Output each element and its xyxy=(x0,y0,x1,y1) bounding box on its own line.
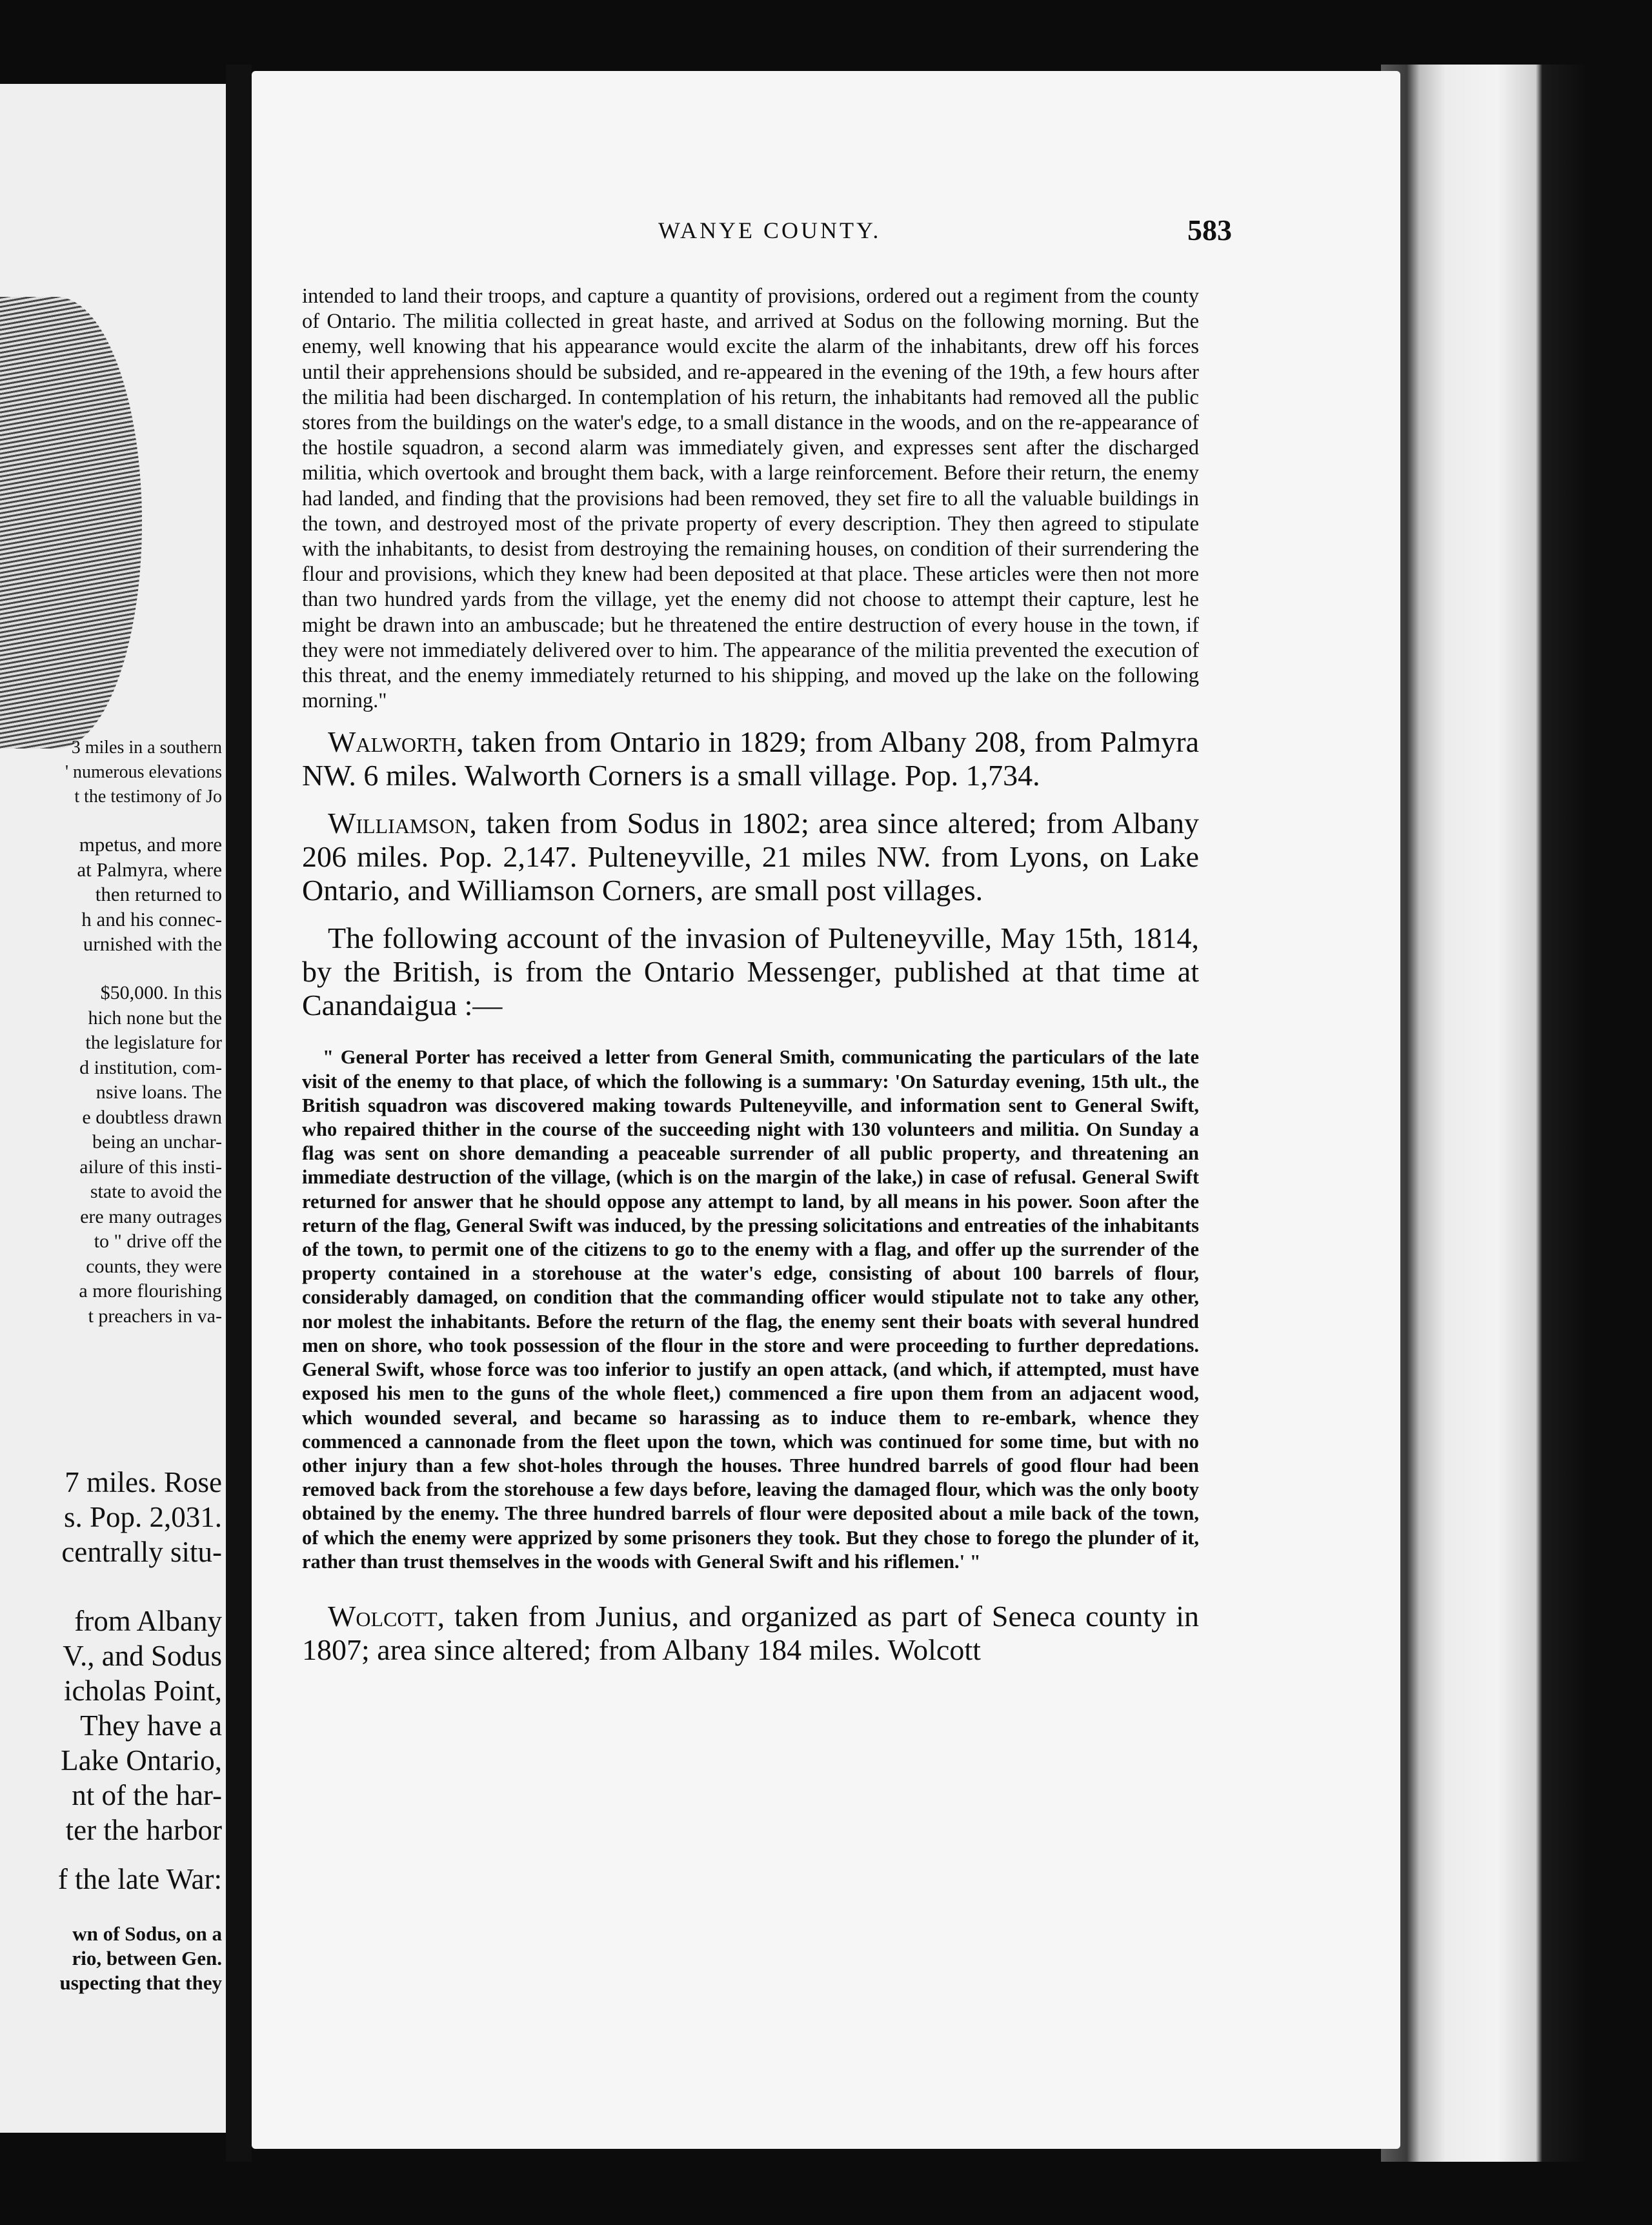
entry-heading: Williamson, xyxy=(328,807,477,840)
left-line: at Palmyra, where xyxy=(77,858,222,881)
invasion-intro: The following account of the invasion of Pulteneyville, May 15th, 1814, by the British, is from the Ontario Messenger, published at that time at Canandaigua :— xyxy=(302,921,1199,1022)
left-line: wn of Sodus, on a xyxy=(72,1922,222,1945)
left-text-block-6 xyxy=(58,1862,222,1897)
left-text-block-4 xyxy=(61,1465,222,1569)
left-page xyxy=(0,84,226,2133)
book-page xyxy=(252,71,1400,2149)
left-line: then returned to xyxy=(95,883,222,905)
extract-continued: intended to land their troops, and capture a quantity of provisions, ordered out a regiment from the county of Ontario. The militia collected in great haste, and arrived at Sodus on the following morning. But the enemy, well knowing that his appearance would excite the alarm of the inhabitants, drew off his forces until their apprehensions should be subsided, and re-appeared in the evening of the 19th, a few hours after the militia had been discharged. In contemplation of his return, the inhabitants had removed all the public stores from the buildings on the water's edge, to a small distance in the woods, and on the re-appearance of the hostile squadron, a second alarm was immediately given, and expresses sent after the discharged militia, which overtook and brought them back, with a large reinforcement. Before their return, the enemy had landed, and finding that the provisions had been removed, they set fire to all the valuable buildings in the town, and destroyed most of the private property of every description. They then agreed to stipulate with the inhabitants, to desist from destroying the remaining houses, on condition of their surrendering the flour and provisions, which they knew had been deposited at that place. These articles were then not more than two hundred yards from the village, yet the enemy did not choose to attempt their capture, lest he might be drawn into an ambuscade; but he threatened the entire destruction of every house in the town, if they were not immediately delivered over to him. The appearance of the militia prevented the execution of this threat, and the enemy immediately returned to his shipping, and moved up the lake on the following morning." xyxy=(302,285,1199,713)
entry-walworth xyxy=(302,725,1199,792)
left-line: ' numerous elevations xyxy=(65,762,222,782)
left-line: ter the harbor xyxy=(65,1814,222,1846)
left-text-block-5 xyxy=(61,1604,222,1847)
page-body xyxy=(302,284,1199,1667)
page-edges xyxy=(1381,65,1587,2162)
entry-text: taken from Sodus in 1802; area since altered; from Albany 206 miles. Pop. 2,147. Pulteneyville, 21 miles NW. from Lyons, on Lake Ontario, and Williamson Corners, are small post villages. xyxy=(302,807,1199,907)
entry-text: taken from Junius, and organized as part of Seneca county in 1807; area since altered; from Albany 184 miles. Wolcott xyxy=(302,1599,1199,1666)
left-line: t preachers in va- xyxy=(88,1305,222,1327)
left-line: the legislature for xyxy=(85,1032,222,1053)
engraving-illustration xyxy=(0,297,142,749)
left-line: to " drive off the xyxy=(94,1231,222,1252)
left-line: nt of the har- xyxy=(72,1779,222,1811)
left-line: t the testimony of Jo xyxy=(74,787,222,807)
book-gutter xyxy=(226,65,252,2162)
left-line: $50,000. In this xyxy=(100,982,222,1003)
left-line: Lake Ontario, xyxy=(61,1744,222,1777)
left-line: h and his connec- xyxy=(81,907,222,931)
entry-heading: Wolcott, xyxy=(328,1599,445,1633)
left-line: centrally situ- xyxy=(61,1536,222,1568)
entry-heading: Walworth, xyxy=(328,725,464,759)
left-line: from Albany xyxy=(74,1605,222,1637)
left-text-block-2 xyxy=(77,832,222,957)
left-text-block-3 xyxy=(79,981,222,1329)
left-line: counts, they were xyxy=(86,1255,222,1277)
left-line: mpetus, and more xyxy=(79,833,222,856)
page-header xyxy=(252,214,1400,256)
left-line: uspecting that they xyxy=(59,1971,222,1994)
left-line: 7 miles. Rose xyxy=(65,1466,222,1498)
left-line: nsive loans. The xyxy=(96,1082,222,1103)
left-line: ailure of this insti- xyxy=(79,1156,222,1178)
entry-text: taken from Ontario in 1829; from Albany 208, from Palmyra NW. 6 miles. Walworth Corners is a small village. Pop. 1,734. xyxy=(302,725,1199,792)
left-line: state to avoid the xyxy=(90,1181,222,1202)
left-text-block-1 xyxy=(65,736,222,809)
left-line: being an unchar- xyxy=(92,1131,222,1153)
left-line: They have a xyxy=(80,1709,222,1742)
left-line: icholas Point, xyxy=(64,1675,222,1707)
left-line: urnished with the xyxy=(83,932,222,955)
left-line: f the late War: xyxy=(57,1863,222,1895)
left-line: 3 miles in a southern xyxy=(71,738,222,758)
page-number: 583 xyxy=(1187,214,1232,247)
left-line: rio, between Gen. xyxy=(72,1947,222,1969)
left-line: e doubtless drawn xyxy=(82,1106,222,1128)
left-line: ere many outrages xyxy=(80,1205,222,1227)
left-text-block-7 xyxy=(60,1922,222,1995)
left-line: V., and Sodus xyxy=(63,1640,222,1672)
left-line: s. Pop. 2,031. xyxy=(63,1501,222,1533)
left-line: d institution, com- xyxy=(79,1056,222,1078)
left-line: a more flourishing xyxy=(79,1280,222,1302)
porter-quote: " General Porter has received a letter from General Smith, communicating the particulars of the late visit of the enemy to that place, of which the following is a summary: 'On Saturday evening, 15th ult., the British squadron was discovered making towards Pulteneyville, and information sent to General Swift, who repaired thither in the course of the succeeding night with 130 volunteers and militia. On Sunday a flag was sent on shore demanding a peaceable surrender of all public property, and threatening an immediate destruction of the village, (which is on the margin of the lake,) in case of refusal. General Swift returned for answer that he should oppose any attempt to land, by all means in his power. Soon after the return of the flag, General Swift was induced, by the pressing solicitations and entreaties of the inhabitants of the town, to permit one of the citizens to go to the enemy with a flag, and offer up the surrender of the property contained in a storehouse at the water's edge, consisting of about 100 barrels of flour, considerably damaged, on condition that the commanding officer would stipulate not to take any other, nor molest the inhabitants. Before the return of the flag, the enemy sent their boats with several hundred men on shore, who took possession of the flour in the store and were proceeding to further depredations. General Swift, whose force was too inferior to justify an open attack, (and which, if attempted, must have exposed his men to the guns of the whole fleet,) commenced a fire upon them from an adjacent wood, which wounded several, and became so harassing as to induce them to re-embark, whence they commenced a cannonade from the fleet upon the town, which was continued for some time, but with no other injury than a few shot-holes through the houses. Three hundred barrels of good flour had been removed back from the storehouse a few days before, leaving the damaged flour, which was the only booty obtained by the enemy. The three hundred barrels of flour were deposited about a mile back of the town, of which the enemy were apprized by some prisoners they took. But they chose to forego the plunder of it, rather than trust themselves in the woods with General Swift and his riflemen.' " xyxy=(302,1046,1199,1573)
entry-wolcott xyxy=(302,1600,1199,1667)
left-line: hich none but the xyxy=(88,1007,222,1029)
entry-williamson xyxy=(302,807,1199,907)
running-title: WANYE COUNTY. xyxy=(658,217,881,243)
